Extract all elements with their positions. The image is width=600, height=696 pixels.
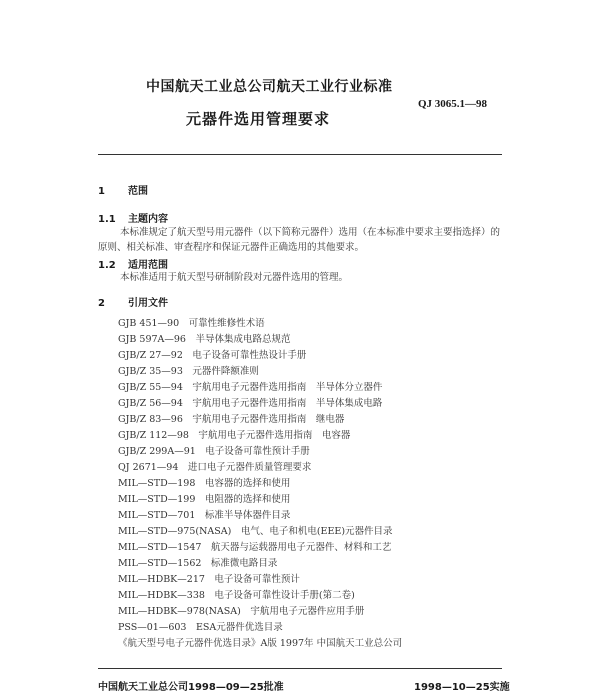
standard-code: QJ 3065.1—98 bbox=[418, 98, 488, 110]
section-1-1-number: 1.1 bbox=[98, 214, 116, 225]
reference-item: GJB/Z 112—98 宇航用电子元器件选用指南 电容器 bbox=[118, 430, 351, 441]
reference-item: MIL—HDBK—217 电子设备可靠性预计 bbox=[118, 574, 300, 585]
reference-item: MIL—STD—975(NASA) 电气、电子和机电(EEE)元器件目录 bbox=[118, 526, 393, 537]
reference-item: GJB/Z 35—93 元器件降额准则 bbox=[118, 366, 259, 377]
reference-item: GJB/Z 56—94 宇航用电子元器件选用指南 半导体集成电路 bbox=[118, 398, 383, 409]
section-1-1-text: 本标准规定了航天型号用元器件（以下简称元器件）选用（在本标准中要求主要指选择）的原则、相关标准、审查程序和保证元器件正确选用的其他要求。 bbox=[98, 227, 501, 253]
section-1-2-title: 适用范围 bbox=[128, 260, 168, 271]
reference-item: GJB/Z 27—92 电子设备可靠性热设计手册 bbox=[118, 350, 307, 361]
effective-date: 1998—10—25实施 bbox=[414, 682, 510, 693]
reference-item: 《航天型号电子元器件优选目录》A版 1997年 中国航天工业总公司 bbox=[118, 638, 403, 649]
section-1-2-text: 本标准适用于航天型号研制阶段对元器件选用的管理。 bbox=[120, 272, 349, 283]
reference-item: MIL—STD—198 电容器的选择和使用 bbox=[118, 478, 291, 489]
section-1-heading bbox=[98, 182, 148, 197]
section-1-1-title: 主题内容 bbox=[128, 214, 168, 225]
reference-item: MIL—HDBK—338 电子设备可靠性设计手册(第二卷) bbox=[118, 590, 355, 601]
reference-item: PSS—01—603 ESA元器件优选目录 bbox=[118, 622, 283, 633]
reference-item: GJB/Z 299A—91 电子设备可靠性预计手册 bbox=[118, 446, 310, 457]
section-2-title: 引用文件 bbox=[128, 298, 168, 309]
section-1-title: 范围 bbox=[128, 186, 148, 197]
reference-item: QJ 2671—94 进口电子元器件质量管理要求 bbox=[118, 462, 312, 473]
section-2-heading bbox=[98, 294, 168, 309]
reference-item: GJB/Z 55—94 宇航用电子元器件选用指南 半导体分立器件 bbox=[118, 382, 383, 393]
document-title: 元器件选用管理要求 bbox=[186, 110, 331, 128]
reference-item: MIL—STD—199 电阻器的选择和使用 bbox=[118, 494, 291, 505]
reference-item: GJB/Z 83—96 宇航用电子元器件选用指南 继电器 bbox=[118, 414, 345, 425]
approval-date: 中国航天工业总公司1998—09—25批准 bbox=[98, 682, 284, 693]
section-2-number: 2 bbox=[98, 298, 105, 309]
reference-item: MIL—STD—701 标准半导体器件目录 bbox=[118, 510, 291, 521]
section-1-number: 1 bbox=[98, 186, 105, 197]
reference-item: MIL—STD—1562 标准微电路目录 bbox=[118, 558, 278, 569]
reference-item: MIL—HDBK—978(NASA) 宇航用电子元器件应用手册 bbox=[118, 606, 365, 617]
reference-item: GJB 597A—96 半导体集成电路总规范 bbox=[118, 334, 291, 345]
section-1-2-heading bbox=[98, 256, 168, 271]
section-1-2-number: 1.2 bbox=[98, 260, 116, 271]
section-1-1-heading bbox=[98, 210, 168, 225]
reference-item: GJB 451—90 可靠性维修性术语 bbox=[118, 318, 265, 329]
header-divider bbox=[98, 154, 502, 155]
reference-item: MIL—STD—1547 航天器与运载器用电子元器件、材料和工艺 bbox=[118, 542, 392, 553]
issuing-organization: 中国航天工业总公司航天工业行业标准 bbox=[146, 79, 393, 95]
footer-divider bbox=[98, 668, 502, 669]
